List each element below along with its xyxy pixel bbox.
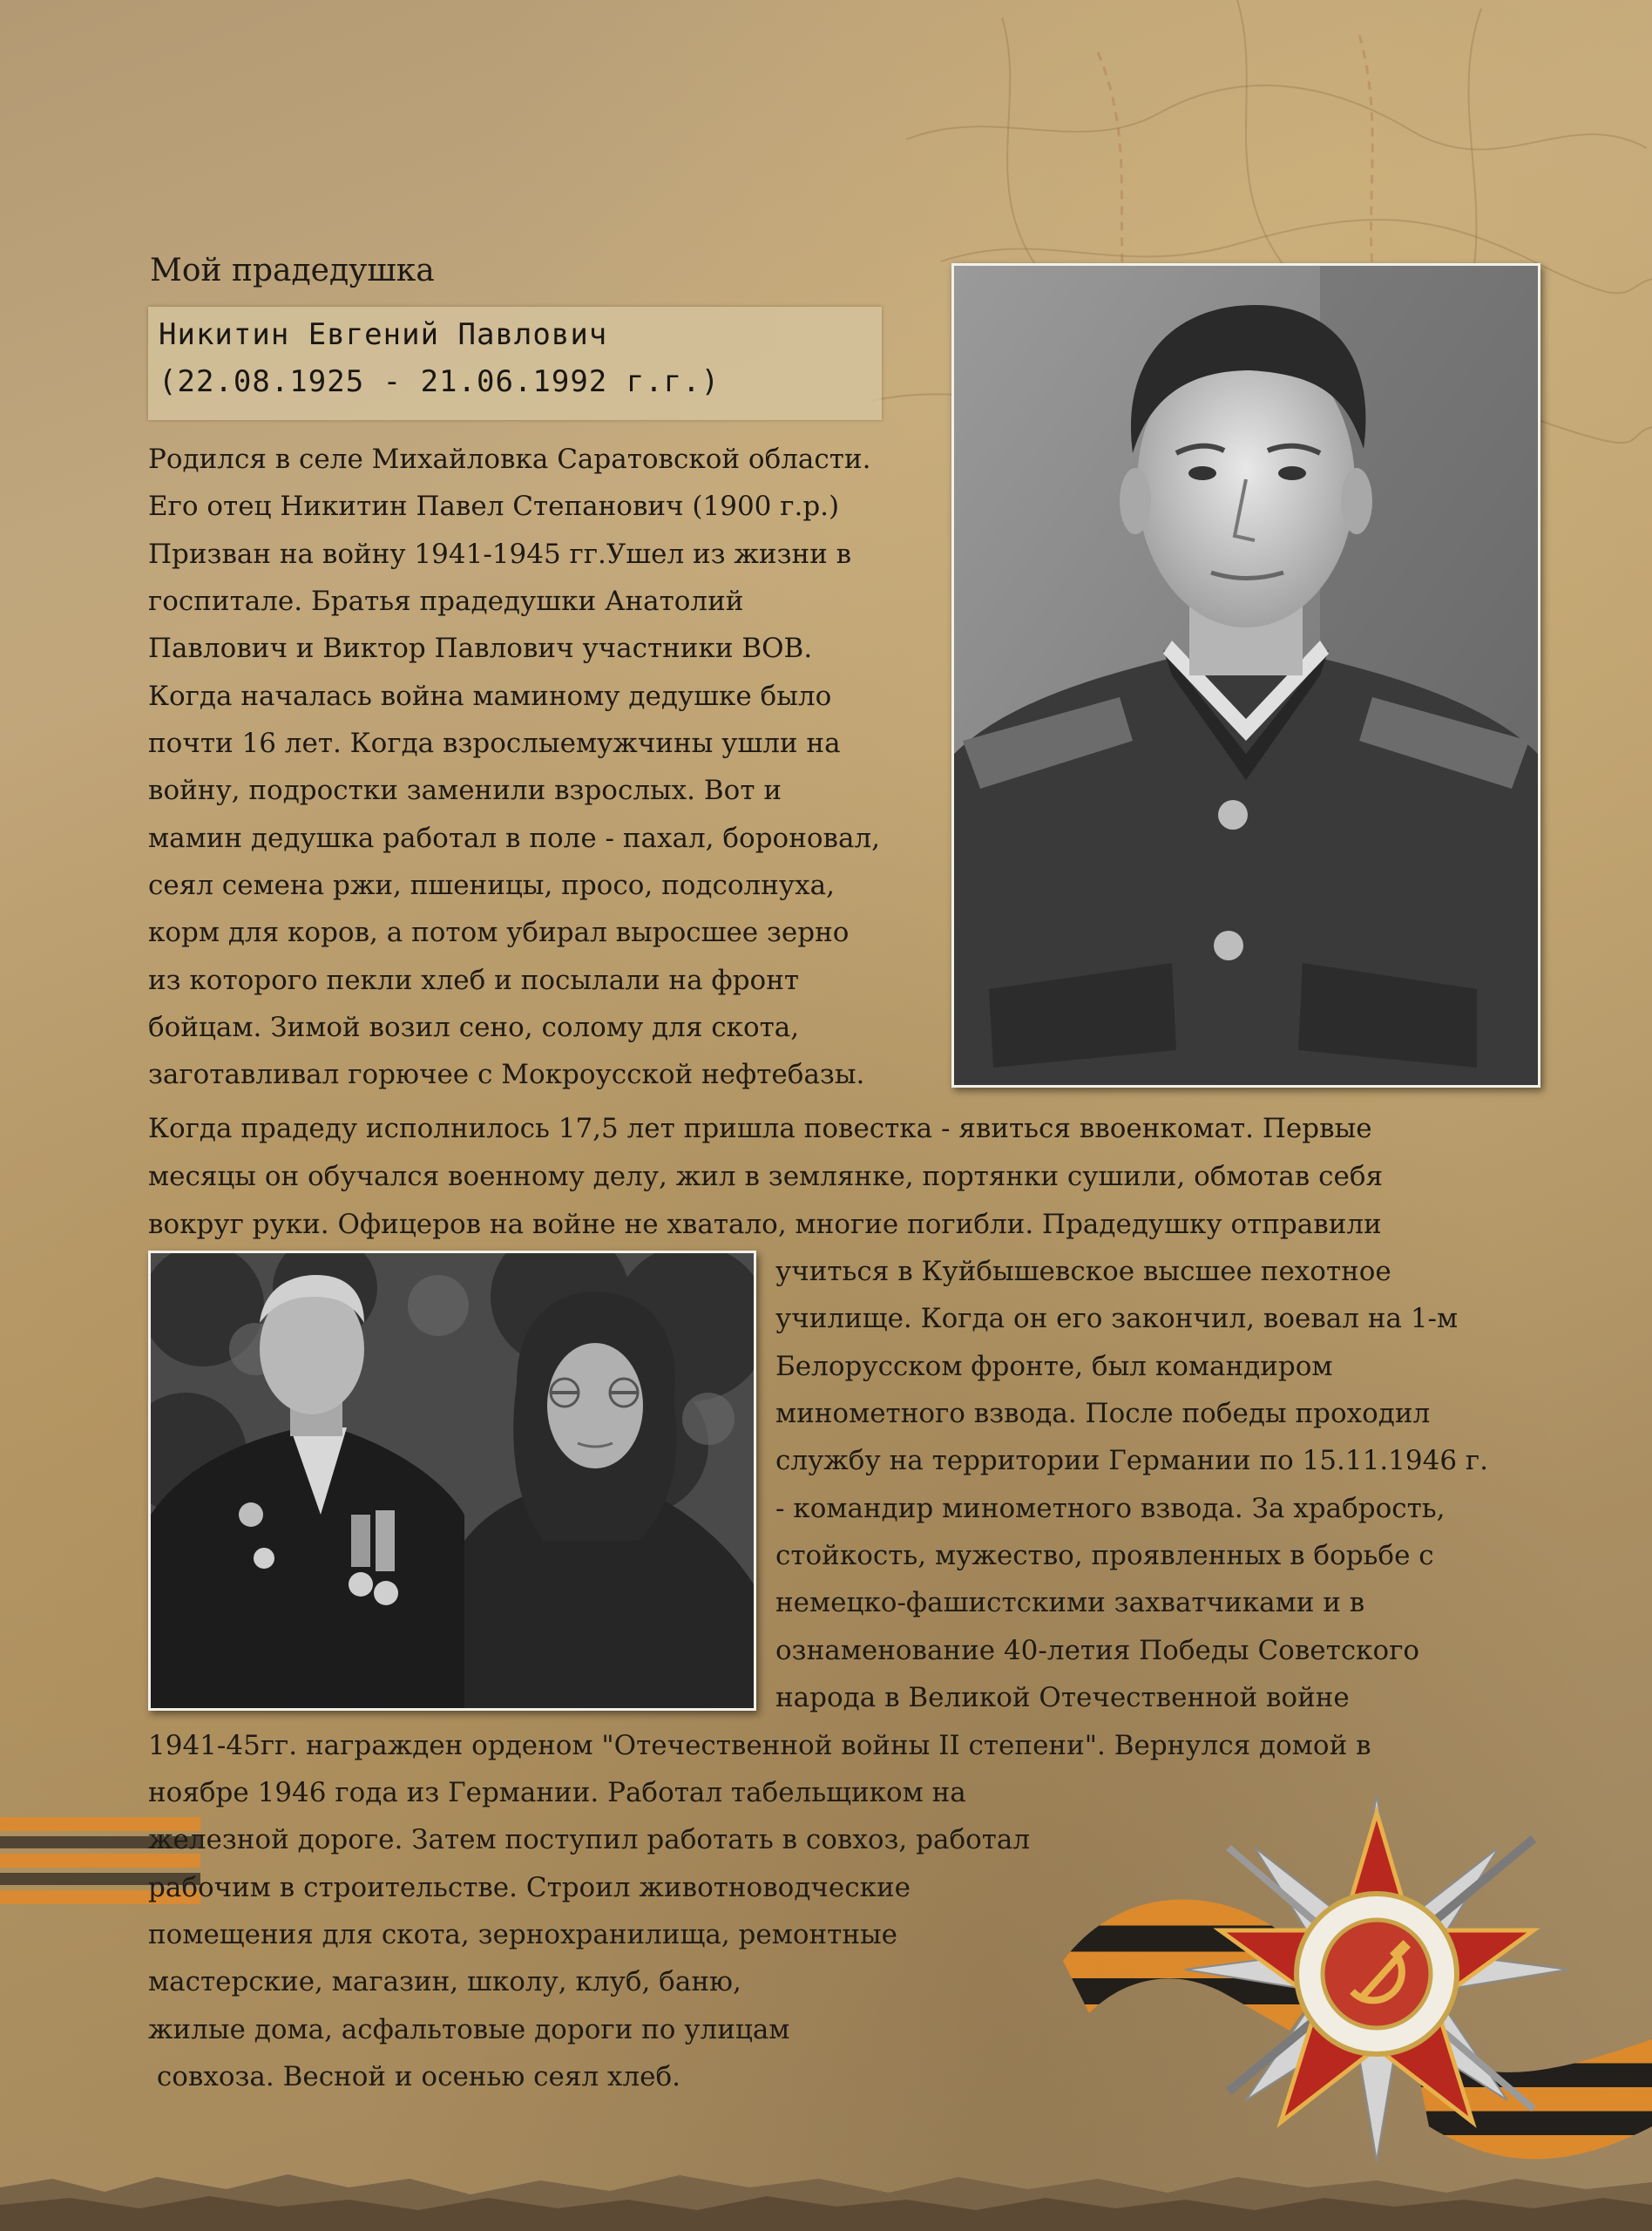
person-name: Никитин Евгений Павлович <box>159 317 608 352</box>
bio-line: 1941-45гг. награжден орденом "Отечественной войны II степени". Вернулся домой в <box>148 1730 1371 1761</box>
torn-paper-edge <box>0 2153 1652 2231</box>
bio-line: корм для коров, а потом убирал выросшее зерно <box>148 917 850 948</box>
bio-line: Призван на войну 1941-1945 гг.Ушел из жизни в <box>148 539 852 570</box>
bio-line: жилые дома, асфальтовые дороги по улицам <box>148 2014 790 2045</box>
soldier-portrait-photo <box>951 263 1540 1088</box>
bio-line: из которого пекли хлеб и посылали на фронт <box>148 965 800 996</box>
bio-line: Его отец Никитин Павел Степанович (1900 г.р.) <box>148 491 840 522</box>
bio-line: войну, подростки заменили взрослых. Вот и <box>148 775 782 806</box>
bio-line: немецко-фашистскими захватчиками и в <box>775 1587 1365 1618</box>
couple-image <box>151 1253 754 1708</box>
soldier-portrait-image <box>954 266 1538 1085</box>
bio-line: почти 16 лет. Когда взрослыемужчины ушли на <box>148 728 841 759</box>
bio-line: совхоза. Весной и осенью сеял хлеб. <box>148 2061 681 2092</box>
bio-line: сеял семена ржи, пшеницы, просо, подсолнуха, <box>148 870 835 901</box>
bio-line: месяцы он обучался военному делу, жил в землянке, портянки сушили, обмотав себя <box>148 1161 1384 1192</box>
person-dates: (22.08.1925 - 21.06.1992 г.г.) <box>159 364 721 399</box>
bio-line: бойцам. Зимой возил сено, солому для скота, <box>148 1012 800 1043</box>
bio-line: мастерские, магазин, школу, клуб, баню, <box>148 1966 741 1997</box>
bio-line: помещения для скота, зернохранилища, ремонтные <box>148 1919 897 1950</box>
bio-line: Родился в селе Михайловка Саратовской области. <box>148 444 871 475</box>
bio-line: народа в Великой Отечественной войне <box>775 1682 1350 1713</box>
bio-line: учиться в Куйбышевское высшее пехотное <box>775 1256 1391 1287</box>
bio-line: ознаменование 40-летия Победы Советского <box>775 1635 1420 1666</box>
bio-line: заготавливал горючее с Мокроусской нефтебазы. <box>148 1059 865 1090</box>
bio-line: службу на территории Германии по 15.11.1946 г. <box>775 1445 1489 1476</box>
name-plate <box>148 307 882 420</box>
bio-line: Белорусском фронте, был командиром <box>775 1351 1333 1382</box>
couple-photo <box>148 1251 756 1711</box>
bio-line: госпитале. Братья прадедушки Анатолий <box>148 586 744 617</box>
bio-line: мамин дедушка работал в поле - пахал, бороновал, <box>148 823 881 854</box>
bio-line: железной дороге. Затем поступил работать в совхоз, работал <box>148 1824 1031 1855</box>
bio-line: минометного взвода. После победы проходил <box>775 1398 1431 1429</box>
bio-line: - командир минометного взвода. За храбрость, <box>775 1493 1446 1524</box>
page-heading: Мой прадедушка <box>150 253 435 288</box>
bio-line: ноябре 1946 года из Германии. Работал табельщиком на <box>148 1777 966 1808</box>
bio-line: училище. Когда он его закончил, воевал на 1-м <box>775 1303 1459 1334</box>
order-patriotic-war-icon <box>1046 1778 1652 2196</box>
bio-line: стойкость, мужество, проявленных в борьбе с <box>775 1540 1434 1571</box>
bio-line: рабочим в строительстве. Строил животноводческие <box>148 1872 911 1903</box>
bio-line: Павлович и Виктор Павлович участники ВОВ. <box>148 633 813 664</box>
bio-line: Когда началась война маминому дедушке было <box>148 681 832 712</box>
bio-line: вокруг руки. Офицеров на войне не хватало, многие погибли. Прадедушку отправили <box>148 1209 1382 1240</box>
bio-line: Когда прадеду исполнилось 17,5 лет пришла повестка - явиться ввоенкомат. Первые <box>148 1113 1372 1144</box>
